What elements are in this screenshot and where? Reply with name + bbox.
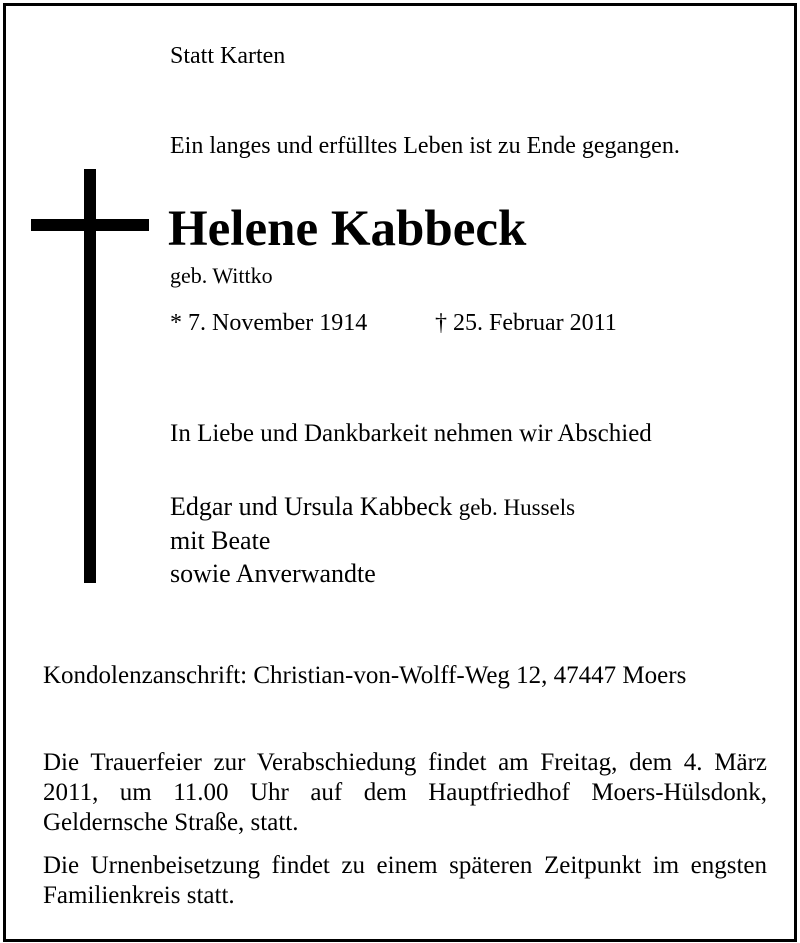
- notice-header: Statt Karten: [170, 43, 286, 69]
- condolence-address: Kondolenzanschrift: Christian-von-Wolff-Weg 12, 47447 Moers: [43, 662, 687, 689]
- family-line-1: [170, 490, 575, 524]
- family-line-3: sowie Anverwandte: [170, 559, 376, 588]
- obituary-notice: [3, 3, 797, 942]
- deceased-name: Helene Kabbeck: [168, 201, 527, 257]
- family-line-2: mit Beate: [170, 526, 271, 555]
- funeral-info: Die Trauerfeier zur Verabschiedung findet am Freitag, dem 4. März 2011, um 11.00 Uhr auf dem Hauptfriedhof Moers-Hülsdonk, Geldernsche Straße, statt.: [43, 749, 767, 836]
- death-date: † 25. Februar 2011: [435, 310, 617, 336]
- cross-horizontal-bar: [31, 219, 149, 231]
- urn-info: Die Urnenbeisetzung findet zu einem späteren Zeitpunkt im engsten Familienkreis statt.: [43, 852, 767, 909]
- birth-date: * 7. November 1914: [170, 310, 368, 336]
- farewell-line: In Liebe und Dankbarkeit nehmen wir Abschied: [170, 420, 652, 447]
- maiden-name: geb. Wittko: [170, 263, 273, 288]
- family-names: Edgar und Ursula Kabbeck: [170, 492, 453, 521]
- family-signature: [170, 490, 575, 590]
- intro-sentence: Ein langes und erfülltes Leben ist zu Ende gegangen.: [170, 133, 680, 159]
- family-maiden-name: geb. Hussels: [458, 495, 576, 520]
- cross-vertical-bar: [84, 169, 96, 583]
